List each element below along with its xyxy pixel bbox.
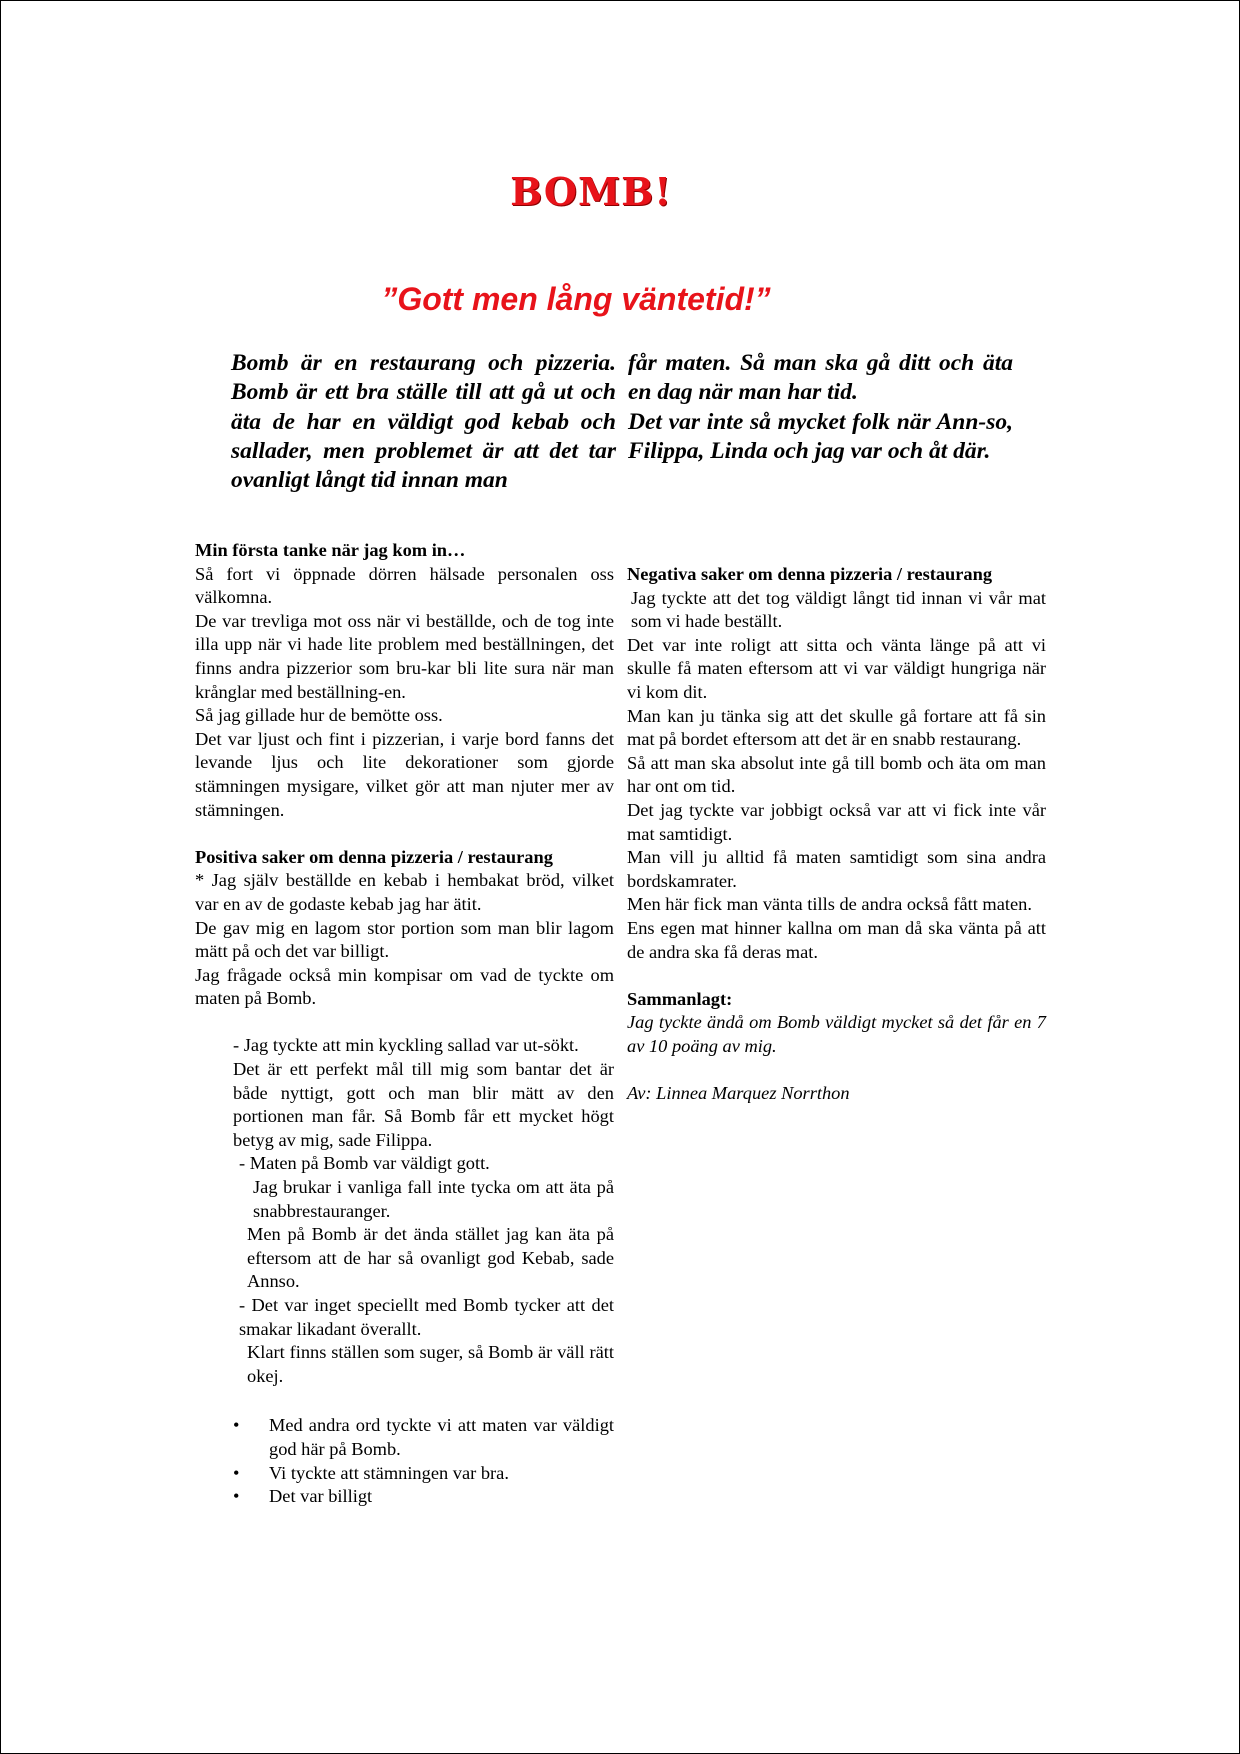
quote-paragraph: - Det var inget speciellt med Bomb tycker att det smakar likadant överallt. xyxy=(239,1295,614,1339)
paragraph: Man kan ju tänka sig att det skulle gå fortare att få sin mat på bordet eftersom att det är en snabb restaurang. xyxy=(627,705,1046,750)
section-heading: Negativa saker om denna pizzeria / restaurang xyxy=(627,564,993,584)
paragraph: Det var inte roligt att sitta och vänta länge på att vi skulle få maten eftersom att vi var väldigt hungriga när vi kom dit. xyxy=(627,634,1046,702)
paragraph: De var trevliga mot oss när vi beställde, och de tog inte illa upp när vi hade lite problem med beställningen, det finns andra pizzerior som bru-kar bli lite sura när man krånglar med beställning-en. xyxy=(195,610,614,702)
paragraph: Men här fick man vänta tills de andra också fått maten. xyxy=(627,894,1032,915)
section-heading: Min första tanke när jag kom in… xyxy=(195,540,466,560)
author-credit: Av: Linnea Marquez Norrthon xyxy=(627,1083,850,1104)
intro-column-left xyxy=(231,349,616,495)
quote-paragraph: Men på Bomb är det ända stället jag kan äta på eftersom att de har så ovanligt god Kebab, sade Annso. xyxy=(247,1224,614,1292)
paragraph: Jag tyckte att det tog väldigt långt tid innan vi vår mat som vi hade beställt. xyxy=(631,587,1046,632)
intro-paragraph: får maten. Så man ska gå ditt och äta en dag när man har tid. xyxy=(628,350,1013,406)
article-subtitle: ”Gott men lång väntetid!” xyxy=(381,281,771,317)
intro-paragraph: Bomb är en restaurang och pizzeria. Bomb är ett bra ställe till att gå ut och äta de har en väldigt god kebab och sallader, men problemet är att det tar ovanligt långt tid innan man xyxy=(231,350,616,494)
intro-column-right xyxy=(628,349,1013,466)
paragraph: Ens egen mat hinner kallna om man då ska vänta på att de andra ska få deras mat. xyxy=(627,917,1046,962)
quote-paragraph: Det är ett perfekt mål till mig som bantar det är både nyttigt, gott och man blir mätt av den portionen man får. Så Bomb får ett mycket högt betyg av mig, sade Filippa. xyxy=(233,1059,614,1150)
paragraph: Jag frågade också min kompisar om vad de tyckte om maten på Bomb. xyxy=(195,964,614,1009)
quote-paragraph: - Jag tyckte att min kyckling sallad var ut-sökt. xyxy=(233,1035,579,1056)
paragraph: Så fort vi öppnade dörren hälsade personalen oss välkomna. xyxy=(195,563,614,608)
right-column xyxy=(627,563,1046,1106)
section-heading: Sammanlagt: xyxy=(627,988,733,1009)
bullet-item: • Vi tyckte att stämningen var bra. xyxy=(195,1462,614,1486)
quote-paragraph: Jag brukar i vanliga fall inte tycka om att äta på snabbrestauranger. xyxy=(253,1177,614,1221)
section-heading: Positiva saker om denna pizzeria / restaurang xyxy=(195,846,553,867)
paragraph: Så att man ska absolut inte gå till bomb och äta om man har ont om tid. xyxy=(627,752,1046,797)
summary-text: Jag tyckte ändå om Bomb väldigt mycket så det får en 7 av 10 poäng av mig. xyxy=(627,1012,1046,1056)
left-column xyxy=(195,539,614,1509)
bullet-item: • Med andra ord tyckte vi att maten var väldigt god här på Bomb. xyxy=(195,1414,614,1461)
article-title: BOMB! xyxy=(510,169,672,214)
paragraph: Man vill ju alltid få maten samtidigt som sina andra bordskamrater. xyxy=(627,847,1046,891)
paragraph: Det jag tyckte var jobbigt också var att vi fick inte vår mat samtidigt. xyxy=(627,799,1046,844)
quote-paragraph: - Maten på Bomb var väldigt gott. xyxy=(239,1153,490,1174)
quote-paragraph: Klart finns ställen som suger, så Bomb är väll rätt okej. xyxy=(247,1342,614,1386)
paragraph: De gav mig en lagom stor portion som man blir lagom mätt på och det var billigt. xyxy=(195,917,614,962)
paragraph: * Jag själv beställde en kebab i hembakat bröd, vilket var en av de godaste kebab jag har ätit. xyxy=(195,870,614,914)
summary-bullet-list xyxy=(195,1414,614,1508)
paragraph: Så jag gillade hur de bemötte oss. xyxy=(195,705,443,726)
paragraph: Det var ljust och fint i pizzerian, i varje bord fanns det levande ljus och lite dekorationer som gjorde stämningen mysigare, vilket gör att man njuter mer av stämningen. xyxy=(195,728,614,820)
bullet-item: • Det var billigt xyxy=(195,1485,614,1509)
intro-paragraph: Det var inte så mycket folk när Ann-so, Filippa, Linda och jag var och åt där. xyxy=(628,408,1013,464)
